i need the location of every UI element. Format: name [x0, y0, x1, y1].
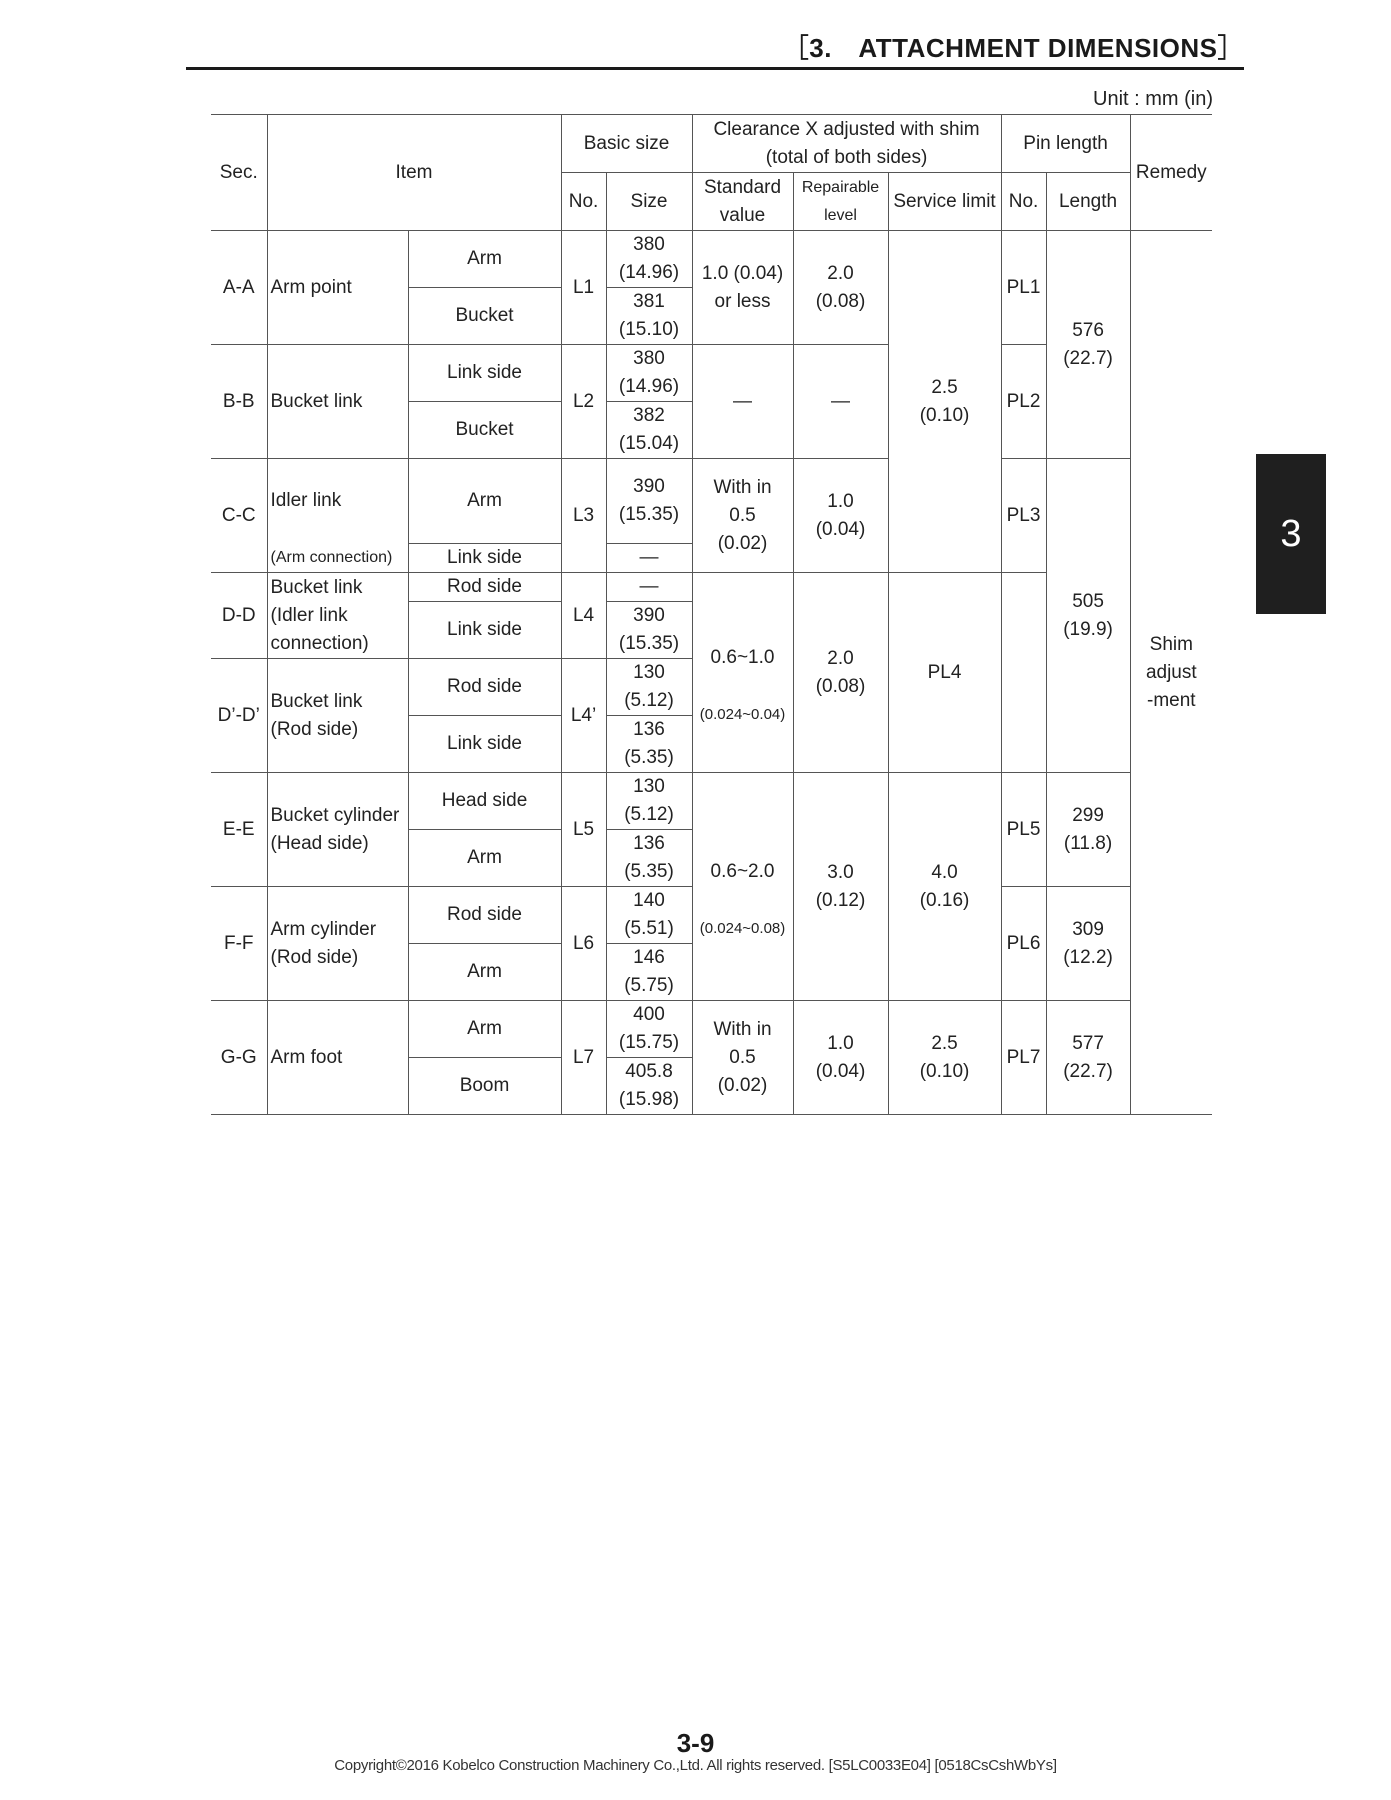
- standard-value-in: (0.024~0.04): [699, 706, 786, 723]
- sub-item-cell: Rod side: [408, 573, 561, 602]
- pin-no-cell: PL4: [888, 573, 1001, 773]
- pin-length-cell: 577 (22.7): [1046, 1001, 1130, 1115]
- service-limit-cell: 2.5 (0.10): [888, 1001, 1001, 1115]
- repairable-level-cell: 3.0 (0.12): [793, 773, 888, 1001]
- size-cell: 140 (5.51): [606, 887, 692, 944]
- repairable-level-cell: 2.0 (0.08): [793, 573, 888, 773]
- header-length: Length: [1046, 173, 1130, 231]
- repairable-level-cell: 1.0 (0.04): [793, 459, 888, 573]
- size-cell: 146 (5.75): [606, 944, 692, 1001]
- sec-cell: E-E: [211, 773, 267, 887]
- standard-value-mm: 0.6~2.0: [710, 861, 775, 882]
- size-cell: 136 (5.35): [606, 716, 692, 773]
- attachment-dimensions-table: [211, 114, 1212, 1115]
- item-cell: Arm point: [267, 231, 408, 345]
- sub-item-cell: Head side: [408, 773, 561, 830]
- sub-item-cell: Arm: [408, 231, 561, 288]
- size-cell: 381 (15.10): [606, 288, 692, 345]
- sub-item-cell: Arm: [408, 944, 561, 1001]
- size-cell: 405.8 (15.98): [606, 1058, 692, 1115]
- no-cell: L6: [561, 887, 606, 1001]
- unit-note: Unit : mm (in): [1093, 88, 1213, 110]
- item-cell: Bucket link: [267, 345, 408, 459]
- sub-item-cell: Bucket: [408, 402, 561, 459]
- item-label: Idler link: [270, 490, 342, 511]
- size-cell: 130 (5.12): [606, 659, 692, 716]
- no-cell: L4: [561, 573, 606, 659]
- header-sec: Sec.: [211, 115, 267, 231]
- repairable-level-cell: 1.0 (0.04): [793, 1001, 888, 1115]
- sub-item-cell: Bucket: [408, 288, 561, 345]
- remedy-cell: Shim adjust -ment: [1130, 231, 1212, 1115]
- standard-value-cell: [692, 573, 793, 773]
- item-cell: Bucket link (Rod side): [267, 659, 408, 773]
- size-cell: 130 (5.12): [606, 773, 692, 830]
- repairable-level-cell: —: [793, 345, 888, 459]
- item-cell: Arm cylinder (Rod side): [267, 887, 408, 1001]
- sec-cell: B-B: [211, 345, 267, 459]
- sec-cell: D’-D’: [211, 659, 267, 773]
- repairable-level-cell: 2.0 (0.08): [793, 231, 888, 345]
- standard-value-cell: 1.0 (0.04) or less: [692, 231, 793, 345]
- sub-item-cell: Boom: [408, 1058, 561, 1115]
- pin-length-cell: 299 (11.8): [1046, 773, 1130, 887]
- header-basic-size: Basic size: [561, 115, 692, 173]
- sub-item-cell: Link side: [408, 716, 561, 773]
- header-service-limit: Service limit: [888, 173, 1001, 231]
- sec-cell: C-C: [211, 459, 267, 573]
- size-cell: 400 (15.75): [606, 1001, 692, 1058]
- header-clearance: Clearance X adjusted with shim (total of both sides): [692, 115, 1001, 173]
- standard-value-cell: With in 0.5 (0.02): [692, 459, 793, 573]
- sec-cell: G-G: [211, 1001, 267, 1115]
- no-cell: L5: [561, 773, 606, 887]
- size-cell: —: [606, 573, 692, 602]
- size-cell: 136 (5.35): [606, 830, 692, 887]
- header-standard-value: Standard value: [692, 173, 793, 231]
- sub-item-cell: Rod side: [408, 887, 561, 944]
- pin-no-cell: PL3: [1001, 459, 1046, 573]
- size-cell: 380 (14.96): [606, 231, 692, 288]
- chapter-tab-number: 3: [1280, 512, 1302, 555]
- sub-item-cell: Link side: [408, 544, 561, 573]
- pin-no-cell: PL5: [1001, 773, 1046, 887]
- sub-item-cell: Rod side: [408, 659, 561, 716]
- pin-no-cell: PL7: [1001, 1001, 1046, 1115]
- section-title: ［3. ATTACHMENT DIMENSIONS］: [782, 33, 1244, 63]
- header-remedy: Remedy: [1130, 115, 1212, 231]
- page-number: 3-9: [676, 1728, 715, 1758]
- item-cell: Bucket link (Idler link connection): [267, 573, 408, 659]
- item-cell: Bucket cylinder (Head side): [267, 773, 408, 887]
- service-limit-cell: 2.5 (0.10): [888, 231, 1001, 573]
- chapter-tab: [1256, 454, 1326, 614]
- standard-value-cell: With in 0.5 (0.02): [692, 1001, 793, 1115]
- header-pin-no: No.: [1001, 173, 1046, 231]
- item-cell: [267, 459, 408, 573]
- pin-length-cell: 576 (22.7): [1046, 231, 1130, 459]
- sec-cell: A-A: [211, 231, 267, 345]
- size-cell: 382 (15.04): [606, 402, 692, 459]
- sec-cell: F-F: [211, 887, 267, 1001]
- sec-cell: D-D: [211, 573, 267, 659]
- item-sublabel: (Arm connection): [270, 549, 393, 566]
- standard-value-cell: —: [692, 345, 793, 459]
- sub-item-cell: Arm: [408, 459, 561, 544]
- sub-item-cell: Arm: [408, 1001, 561, 1058]
- no-cell: L7: [561, 1001, 606, 1115]
- sub-item-cell: Link side: [408, 602, 561, 659]
- service-limit-cell: 4.0 (0.16): [888, 773, 1001, 1001]
- size-cell: 390 (15.35): [606, 459, 692, 544]
- header-item: Item: [267, 115, 561, 231]
- pin-no-cell: PL1: [1001, 231, 1046, 345]
- header-size: Size: [606, 173, 692, 231]
- no-cell: L4’: [561, 659, 606, 773]
- size-cell: —: [606, 544, 692, 573]
- sub-item-cell: Arm: [408, 830, 561, 887]
- pin-no-cell: PL6: [1001, 887, 1046, 1001]
- pin-length-cell: 309 (12.2): [1046, 887, 1130, 1001]
- pin-length-cell: 505 (19.9): [1046, 459, 1130, 773]
- header-repairable-level: Repairable level: [793, 173, 888, 231]
- standard-value-cell: [692, 773, 793, 1001]
- copyright-notice: Copyright©2016 Kobelco Construction Machinery Co.,Ltd. All rights reserved. [S5LC0033E04] [0518CsCshWbYs]: [334, 1757, 1057, 1774]
- no-cell: L2: [561, 345, 606, 459]
- sub-item-cell: Link side: [408, 345, 561, 402]
- size-cell: 390 (15.35): [606, 602, 692, 659]
- standard-value-in: (0.024~0.08): [699, 920, 786, 937]
- no-cell: L1: [561, 231, 606, 345]
- item-cell: Arm foot: [267, 1001, 408, 1115]
- no-cell: L3: [561, 459, 606, 573]
- header-rule: [186, 67, 1244, 70]
- header-no: No.: [561, 173, 606, 231]
- pin-no-cell: PL2: [1001, 345, 1046, 459]
- standard-value-mm: 0.6~1.0: [710, 647, 775, 668]
- size-cell: 380 (14.96): [606, 345, 692, 402]
- header-pin-length: Pin length: [1001, 115, 1130, 173]
